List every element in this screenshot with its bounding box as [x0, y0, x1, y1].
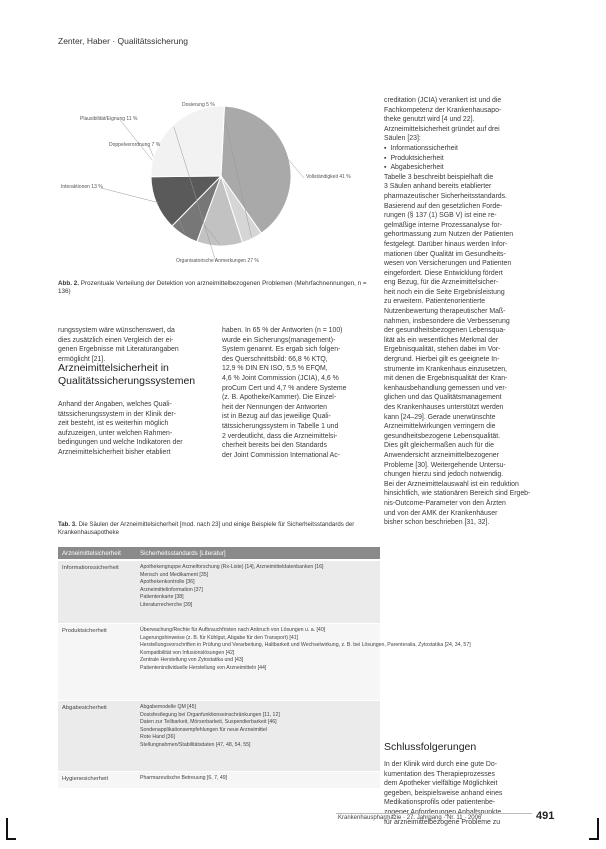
text-line: Ergebnisqualität, stehen dabei im Vor- — [384, 346, 501, 354]
text-line: bisher schon beschrieben [31, 32]. — [384, 519, 490, 527]
pie-leader-line — [101, 188, 158, 203]
table-caption — [58, 521, 380, 537]
text-line: Anwendersicht arzneimittelbezogener — [384, 451, 499, 459]
text-line: zeit besteht, ist es weiterhin möglich — [58, 420, 169, 428]
crop-mark — [6, 838, 16, 840]
text-line: heit noch ein die Seite Ergebnisleistung — [384, 288, 505, 296]
text-line: dergrund. Hierbei gilt es geeignete In- — [384, 356, 500, 364]
text-line: Arzneimittelwirkungen verringern die — [384, 423, 496, 431]
table-items-cell — [140, 704, 376, 749]
table-items-cell — [140, 775, 376, 783]
text-line: dem Apotheker vielfältige Möglichkeit — [384, 780, 498, 788]
table-item: Stellungnahmen/Stabilitätsdaten [47, 48, 54, 55] — [140, 741, 251, 748]
pie-slice-label: Doppelverordnung 7 % — [109, 142, 161, 148]
text-line: mationen über Qualität im Gesundheits- — [384, 250, 506, 258]
text-line: des Querschnittsbild: 66,8 % KTQ, — [222, 355, 328, 363]
text-line: Arzneimittelsicherheit gründet auf drei — [384, 125, 500, 133]
bullet-item: ▪ Abgabesicherheit — [384, 163, 546, 173]
text-line: des Krankenhauses unterstützt werden — [384, 404, 504, 411]
crop-mark — [6, 818, 8, 840]
running-header: Zenter, Haber · Qualitätssicherung — [58, 36, 188, 46]
text-line: 3 Säulen anhand bereits etablierter — [384, 183, 492, 191]
text-line: für arzneimittelbezogene Probleme zu — [384, 818, 501, 826]
left-column-intro — [58, 326, 212, 364]
table-item: Lagerungshinweise (z. B. für Kühlgut, Abgabe für den Transport) [41] — [140, 634, 299, 641]
table-item: Herstellungsvorschriften in Prüfung und Verarbeitung, Haltbarkeit und Wechselwirkung, z. B. bei Lösungen, Parenteralia, Zytostatika [24, 34, 57] — [140, 642, 471, 648]
text-line: der gesundheitsbezogenen Lebensqua- — [384, 327, 506, 335]
text-line: haben. In 65 % der Antworten (n = 100) — [222, 327, 343, 334]
table-item: Patientenkarte [38] — [140, 594, 184, 600]
text-line: Säulen [23]: — [384, 135, 421, 143]
text-line: kann [24–29]. Gerade unerwünschte — [384, 413, 496, 421]
text-line: strumente im Krankenhaus einzusetzen, — [384, 365, 507, 373]
footer-rule — [336, 813, 532, 814]
text-line: tätssicherungssystem in Tabelle 1 und — [222, 422, 339, 430]
table-items-cell — [140, 564, 376, 609]
text-line: ist in Bezug auf das jeweilige Quali- — [222, 413, 331, 421]
table-header-cell: Sicherheitsstandards [Literatur] — [140, 550, 226, 557]
table-row — [58, 771, 380, 788]
text-line: cherheit bereits bei den Standards — [222, 442, 327, 450]
pie-slice-label: Organisatorische Anmerkungen 27 % — [176, 258, 259, 264]
text-line: gesundheitsbezogene Lebensqualität. — [384, 432, 501, 440]
text-line: pharmazeutischer Sicherheitsstandards. — [384, 192, 507, 200]
pie-chart — [58, 88, 383, 278]
table-item: Mensch und Medikament [35] — [140, 571, 209, 578]
table-item: Literaturrecherche [39] — [140, 601, 193, 608]
table-category-cell: Produktsicherheit — [62, 628, 107, 634]
pie-slice-label: Dosierung 5 % — [182, 102, 215, 108]
table-category-cell: Abgabesicherheit — [62, 705, 107, 711]
footer-journal: Krankenhauspharmazie · 27. Jahrgang · Nr. 11 · 2006 — [338, 815, 482, 821]
text-line: Arzneimittelsicherheit bisher etabliert — [58, 448, 171, 456]
text-line: 12,9 % DIN EN ISO, 5,5 % EFQM, — [222, 365, 328, 373]
crop-mark — [589, 838, 599, 840]
page-number: 491 — [536, 810, 555, 822]
text-line: Bei der Arzneimittelauswahl ist ein reduktion — [384, 480, 519, 488]
bullet-item: ▪ Informationssicherheit — [384, 144, 546, 154]
text-line: eingefordert. Diese Entwicklung fördert — [384, 269, 503, 277]
text-line: gehortmassung zum Nutzen der Patienten — [384, 231, 514, 239]
text-line: nis-Outcome-Parameter von den Ärzten — [384, 499, 506, 507]
table-item: Überwachung/Rechte für Aufbrauchfristen nach Anbruch von Lösungen u. a. [40] — [140, 627, 326, 633]
text-line: 4,6 % Joint Commission (JCIA), 4,6 % — [222, 374, 339, 382]
text-line: der Joint Commission International Ac- — [222, 451, 340, 459]
text-line: rungen (§ 137 (1) SGB V) ist eine re- — [384, 212, 497, 220]
text-line: proCum Cert und 4,7 % andere Systeme — [222, 384, 347, 392]
table-caption-text: Die Säulen der Arzneimittelsicherheit [mod. nach 23] und einige Beispiele für Sicherheitsstandards der Krankenhausapotheke — [58, 521, 355, 536]
text-line: Fachkompetenz der Krankenhausapo- — [384, 106, 502, 114]
text-line: wurde ein Sicherungs(management)- — [222, 336, 336, 344]
text-line: Tabelle 3 beschreibt beispielhaft die — [384, 173, 494, 181]
middle-column-body — [222, 326, 380, 460]
text-line: kenhausbehandlung gemessen und ver- — [384, 384, 507, 392]
table-category-cell: Hygienesicherheit — [62, 776, 109, 782]
text-line: gelmäßige interne Prozessanalyse for- — [384, 221, 502, 229]
table-items-cell — [140, 627, 471, 672]
pie-slice-label: Vollständigkeit 41 % — [306, 174, 351, 180]
crop-mark — [597, 818, 599, 840]
figure-caption — [58, 280, 380, 296]
table-item: Dosisfestlegung bei Organfunktionseinschränkungen [11, 12] — [140, 711, 280, 718]
text-line: In der Klinik wird durch eine gute Do- — [384, 761, 497, 768]
text-line: Nutzenbewertung therapeutischer Maß- — [384, 308, 506, 316]
table-item: Arzneimittelinformation [37] — [140, 586, 203, 593]
table-item: Pharmazeutische Betreuung [6, 7, 49] — [140, 775, 228, 781]
figure-caption-text: Prozentuale Verteilung der Detektion von arzneimittelbezogenen Problemen (Mehrfachnennungen, n = 136) — [58, 280, 367, 296]
table-header-cell: Arzneimittelsicherheit — [62, 550, 121, 557]
figure-caption-label: Abb. 2. — [58, 280, 79, 287]
table-item: Abgabemodelle QM [45] — [140, 704, 196, 710]
text-line: Dies gilt gleichermaßen auch für die — [384, 442, 494, 450]
text-line: creditation (JCIA) verankert ist und die — [384, 97, 502, 104]
text-line: 2 verdeutlicht, dass die Arzneimittelsi- — [222, 432, 338, 440]
text-line: glichen und das Qualitätsmanagement — [384, 394, 502, 402]
pie-slice-label: Plausibilität/Eignung 11 % — [80, 116, 138, 122]
table-header-row — [58, 547, 380, 559]
text-line: festgelegt. Darüber hinaus werden Infor- — [384, 240, 508, 248]
text-line: chungen hierzu sind jedoch notwendig. — [384, 471, 504, 479]
table-item: Apothekenkontrolle [36] — [140, 579, 195, 585]
text-line: bedingungen und welche Indikatoren der — [58, 439, 183, 447]
text-line: gegeben, beispielsweise anhand eines — [384, 789, 503, 797]
text-line: System genannt. Es ergab sich folgen- — [222, 346, 341, 354]
right-column-body — [384, 96, 546, 528]
text-line: zu erweitern. Patientenorientierte — [384, 298, 486, 306]
text-line: rungssystem wäre wünschenswert, da — [58, 327, 175, 334]
text-line: Medikationsprofils oder patientenbe- — [384, 799, 496, 807]
table-row — [58, 700, 380, 771]
table-item: Zentrale Herstellung von Zytostatika und [43] — [140, 657, 244, 663]
text-line: tätssicherungssystem in der Klinik der- — [58, 410, 176, 418]
left-column-body — [58, 400, 212, 458]
text-line: hinsichtlich, wie stationären Bereich sind Ergeb- — [384, 490, 531, 498]
text-line: (z. B. Apotheke/Kammer). Die Einzel- — [222, 394, 337, 402]
table-item: Sondenapplikationsempfehlungen für neue Arzneimittel — [140, 726, 267, 733]
text-line: nahmen, insbesondere die Verbesserung — [384, 317, 510, 325]
text-line: eng Bezug, für die Arzneimittelsicher- — [384, 279, 499, 287]
table-row — [58, 623, 471, 700]
table-row — [58, 560, 380, 623]
text-line: aufzuzeigen, unter welchen Rahmen- — [58, 429, 173, 437]
bullet-list — [384, 144, 546, 173]
text-line: mit denen die Ergebnisqualität der Kran- — [384, 375, 508, 383]
table-item: Rote Hand [36] — [140, 734, 175, 740]
text-line: theke genutzt wird [4 und 22]. — [384, 116, 475, 124]
text-line: ermöglicht [21]. — [58, 355, 106, 363]
text-line: lität als ein wesentliches Merkmal der — [384, 336, 499, 344]
text-line: Basierend auf den gesetzlichen Forde- — [384, 202, 503, 210]
text-line: genen Ergebnisse mit Literaturangaben — [58, 346, 179, 354]
text-line: dies zusätzlich einen Vergleich der ei- — [58, 336, 174, 344]
pie-slice — [151, 106, 224, 177]
table-caption-label: Tab. 3. — [58, 521, 77, 528]
table-item: Daten zur Teilbarkeit, Mörserbarkeit, Suspendierbarkeit [46] — [140, 719, 277, 725]
text-line: Probleme [30]. Weitergehende Untersu- — [384, 461, 506, 469]
section-heading-schlussfolgerungen: Schlussfolgerungen — [384, 741, 477, 753]
text-line: Anhand der Angaben, welches Quali- — [58, 401, 172, 408]
table-item: Patientenindividuelle Herstellung von Arzneimitteln [44] — [140, 664, 267, 671]
pie-slice-label: Interaktionen 13 % — [61, 184, 103, 190]
table-item: Kompatibilität von Infusionslösungen [42] — [140, 649, 235, 656]
text-line: kumentation des Therapieprozesses — [384, 770, 495, 778]
text-line: wesen von Versicherungen und Patienten — [384, 260, 512, 268]
text-line: und von der AMK der Krankenhäuser — [384, 509, 498, 517]
table-item: Apothekengruppe Arzneiforschung (Rx-Liste) [14], Arzneimitteldatenbanken [16] — [140, 564, 324, 570]
section-heading-arzneimittelsicherheit: Arzneimittelsicherheit in Qualitätssicherungssystemen — [58, 362, 196, 387]
bullet-item: ▪ Produktsicherheit — [384, 154, 546, 164]
text-line: heit der Nennungen der Antworten — [222, 403, 327, 411]
table-category-cell: Informationssicherheit — [62, 565, 119, 571]
